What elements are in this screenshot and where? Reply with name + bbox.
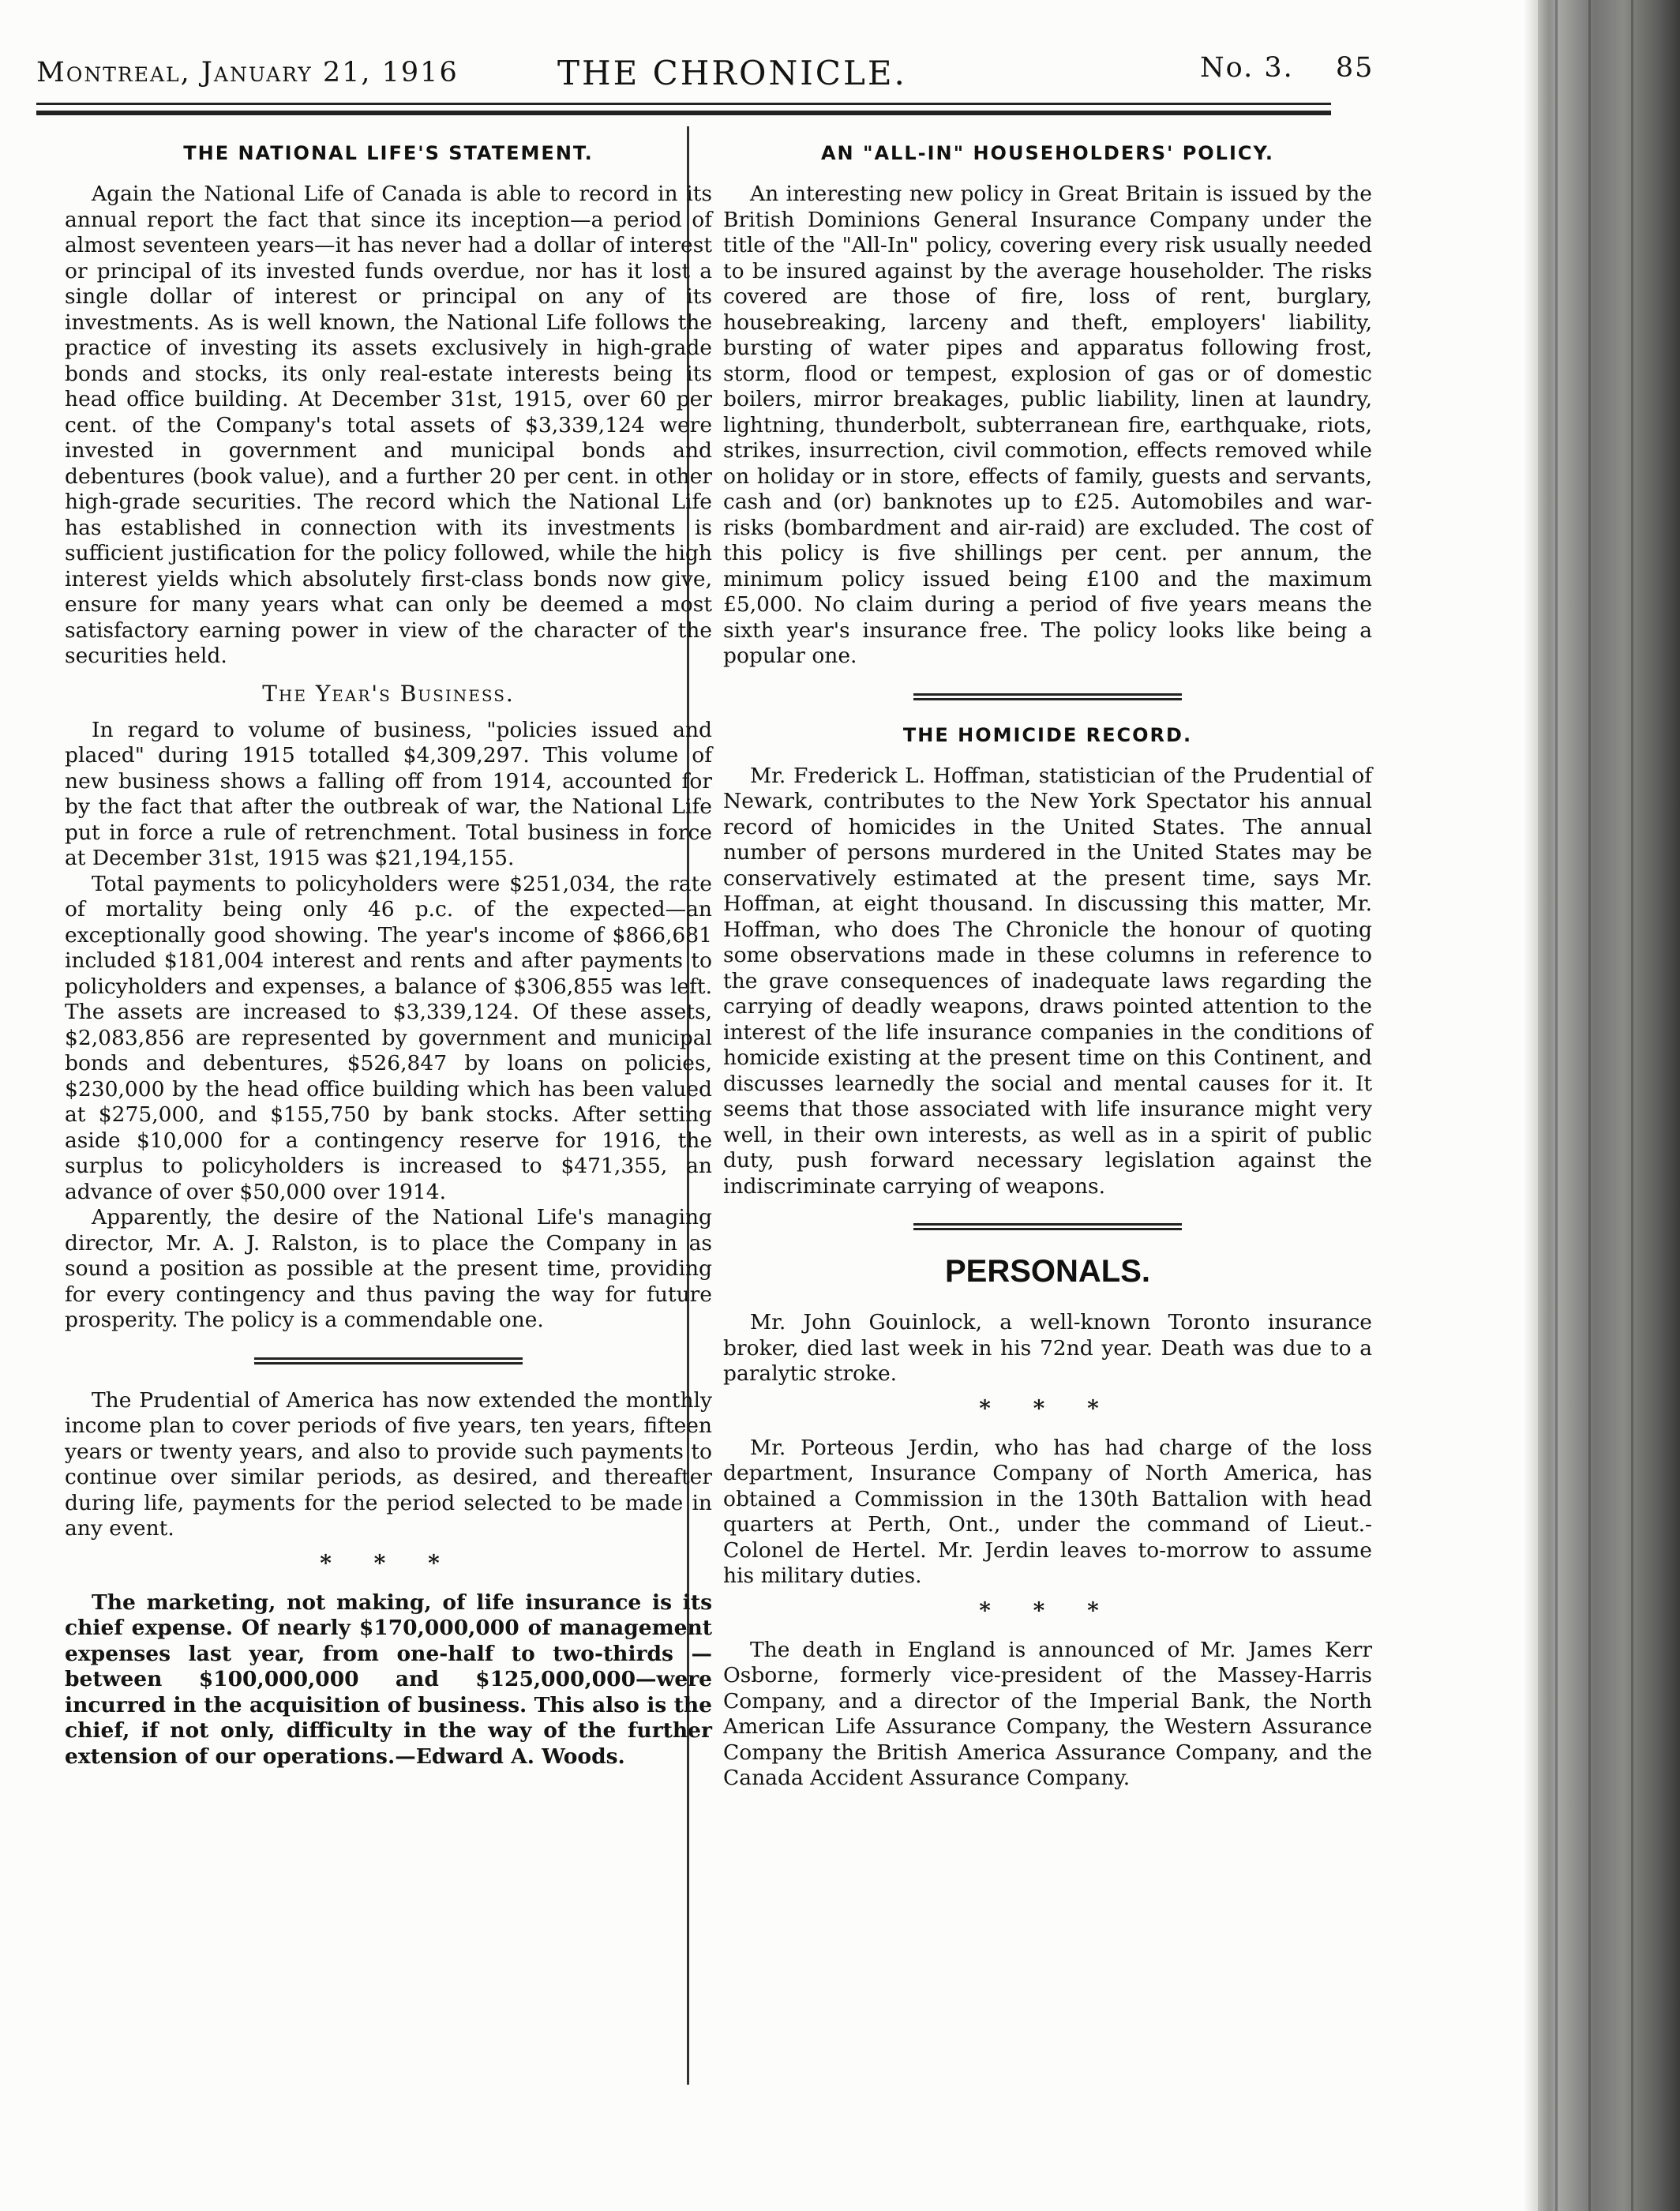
marketing-paragraph: The marketing, not making, of life insurance is its chief expense. Of nearly $170,000,000 of management expenses last year, from one-half to two-thirds —between $100,000,000 and $125,000,000—were incurred in the acquisition of business. This also is the chief, if not only, difficulty in the way of the further extension of our operations.—Edward A. Woods. — [65, 1590, 712, 1769]
personals-headline: PERSONALS. — [944, 1254, 1151, 1289]
asterisk-separator: * * * — [979, 1395, 1116, 1421]
homicide-record-paragraph: Mr. Frederick L. Hoffman, statistician of the Prudential of Newark, contributes to the New York Spectator his annual record of homicides in the United States. The annual number of persons murdered in the United States may be conservatively estimated at the present time, says Mr. Hoffman, at eight thousand. In discussing this matter, Mr. Hoffman, who does The Chronicle the honour of quoting some observations made in these columns in reference to the grave consequences of inadequate laws regarding the carrying of deadly weapons, draws pointed attention to the interest of the life insurance companies in the conditions of homicide existing at the present time on this Continent, and discusses learnedly the social and mental causes for it. It seems that those associated with life insurance might very well, in their own interests, as well as in a spirit of public duty, push forward necessary legislation against the indiscriminate carrying of weapons. — [723, 763, 1372, 1199]
book-spine — [1538, 0, 1680, 2211]
asterisk-separator: * * * — [979, 1597, 1116, 1624]
section-divider — [913, 1223, 1182, 1230]
header-rule-bottom — [36, 111, 1331, 115]
spine-line — [1588, 0, 1591, 2211]
issue-page-number — [1200, 52, 1374, 84]
asterisk-separator: * * * — [320, 1549, 457, 1576]
payments-paragraph: Total payments to policyholders were $251,034, the rate of mortality being only 46 p.c. of the expected—an exceptionally good showing. The year's income of $866,681 included $181,004 interest and rents and after payments to policyholders and expenses, a balance of $306,855 was left. The assets are increased to $3,339,124. Of these assets, $2,083,856 are represented by government and municipal bonds and debentures, $526,847 by loans on policies, $230,000 by the head office building which has been valued at $275,000, and $155,750 by bank stocks. After setting aside $10,000 for a contingency reserve for 1916, the surplus to policyholders is increased to $471,355, an advance of over $50,000 over 1914. — [65, 871, 712, 1204]
publication-title: THE CHRONICLE. — [557, 54, 907, 92]
page-number: 85 — [1335, 52, 1374, 84]
prudential-paragraph: The Prudential of America has now extended the monthly income plan to cover periods of five years, ten years, fifteen years or twenty years, and also to provide such payments to continue over similar periods, as desired, and thereafter during life, payments for the period selected to be made in any event. — [65, 1387, 712, 1541]
ralston-paragraph: Apparently, the desire of the National Life's managing director, Mr. A. J. Ralston, is to place the Company in as sound a position as possible at the present time, providing for every contingency and thus paving the way for future prosperity. The policy is a commendable one. — [65, 1205, 712, 1332]
issue-number: No. 3. — [1200, 52, 1294, 84]
homicide-record-headline: THE HOMICIDE RECORD. — [902, 723, 1193, 746]
header-rule-top — [36, 103, 1331, 105]
all-in-policy-headline: AN "ALL-IN" HOUSEHOLDERS' POLICY. — [820, 142, 1275, 164]
section-divider — [254, 1357, 523, 1365]
jerdin-paragraph: Mr. Porteous Jerdin, who has had charge of the loss department, Insurance Company of North America, has obtained a Commission in the 130th Battalion with head quarters at Perth, Ont., under the command of Lieut.-Colonel de Hertel. Mr. Jerdin leaves to-morrow to assume his military duties. — [723, 1435, 1372, 1588]
osborne-paragraph: The death in England is announced of Mr. James Kerr Osborne, formerly vice-president of the Massey-Harris Company, and a director of the Imperial Bank, the North American Life Assurance Company, the Western Assurance Company the British America Assurance Company, and the Canada Accident Assurance Company. — [723, 1637, 1372, 1790]
left-column — [65, 142, 712, 1770]
national-life-paragraph: Again the National Life of Canada is able to record in its annual report the fact that since its inception—a period of almost seventeen years—it has never had a dollar of interest or principal of its invested funds overdue, nor has it lost a single dollar of interest or principal on any of its investments. As is well known, the National Life follows the practice of investing its assets exclusively in high-grade bonds and stocks, its only real-estate interests being its head office building. At December 31st, 1915, over 60 per cent. of the Company's total assets of $3,339,124 were invested in government and municipal bonds and debentures (book value), and a further 20 per cent. in other high-grade securities. The record which the National Life has established in connection with its investments is sufficient justification for the policy followed, while the high interest yields which absolutely first-class bonds now give, ensure for many years what can only be deemed a most satisfactory earning power in view of the character of the securities held. — [65, 182, 712, 668]
spine-line — [1555, 0, 1558, 2211]
spine-line — [1631, 0, 1633, 2211]
right-column — [723, 142, 1372, 1792]
all-in-policy-paragraph: An interesting new policy in Great Britain is issued by the British Dominions General Insurance Company under the title of the "All-In" policy, covering every risk usually needed to be insured against by the average householder. The risks covered are those of fire, loss of rent, burglary, housebreaking, larceny and theft, employers' liability, bursting of water pipes and apparatus following frost, storm, flood or tempest, explosion of gas or of domestic boilers, mirror breakages, public liability, linen at laundry, lightning, thunderbolt, subterranean fire, earthquake, riots, strikes, insurrection, civil commotion, effects removed while on holiday or in store, effects of family, guests and servants, cash and (or) banknotes up to £25. Automobiles and war-risks (bombardment and air-raid) are excluded. The cost of this policy is five shillings per cent. per annum, the minimum policy issued being £100 and the maximum £5,000. No claim during a period of five years means the sixth year's insurance free. The policy looks like being a popular one. — [723, 182, 1372, 668]
section-divider — [913, 693, 1182, 700]
gouinlock-paragraph: Mr. John Gouinlock, a well-known Toronto insurance broker, died last week in his 72nd year. Death was due to a paralytic stroke. — [723, 1310, 1372, 1386]
page-edge-shadow — [1524, 0, 1538, 2211]
dateline: Montreal, January 21, 1916 — [36, 57, 459, 88]
years-business-subhead: The Year's Business. — [262, 680, 515, 707]
years-business-paragraph: In regard to volume of business, "policies issued and placed" during 1915 totalled $4,309,297. This volume of new business shows a falling off from 1914, accounted for by the fact that after the outbreak of war, the National Life put in force a rule of retrenchment. Total business in force at December 31st, 1915 was $21,194,155. — [65, 717, 712, 870]
national-life-headline: THE NATIONAL LIFE'S STATEMENT. — [183, 142, 594, 164]
